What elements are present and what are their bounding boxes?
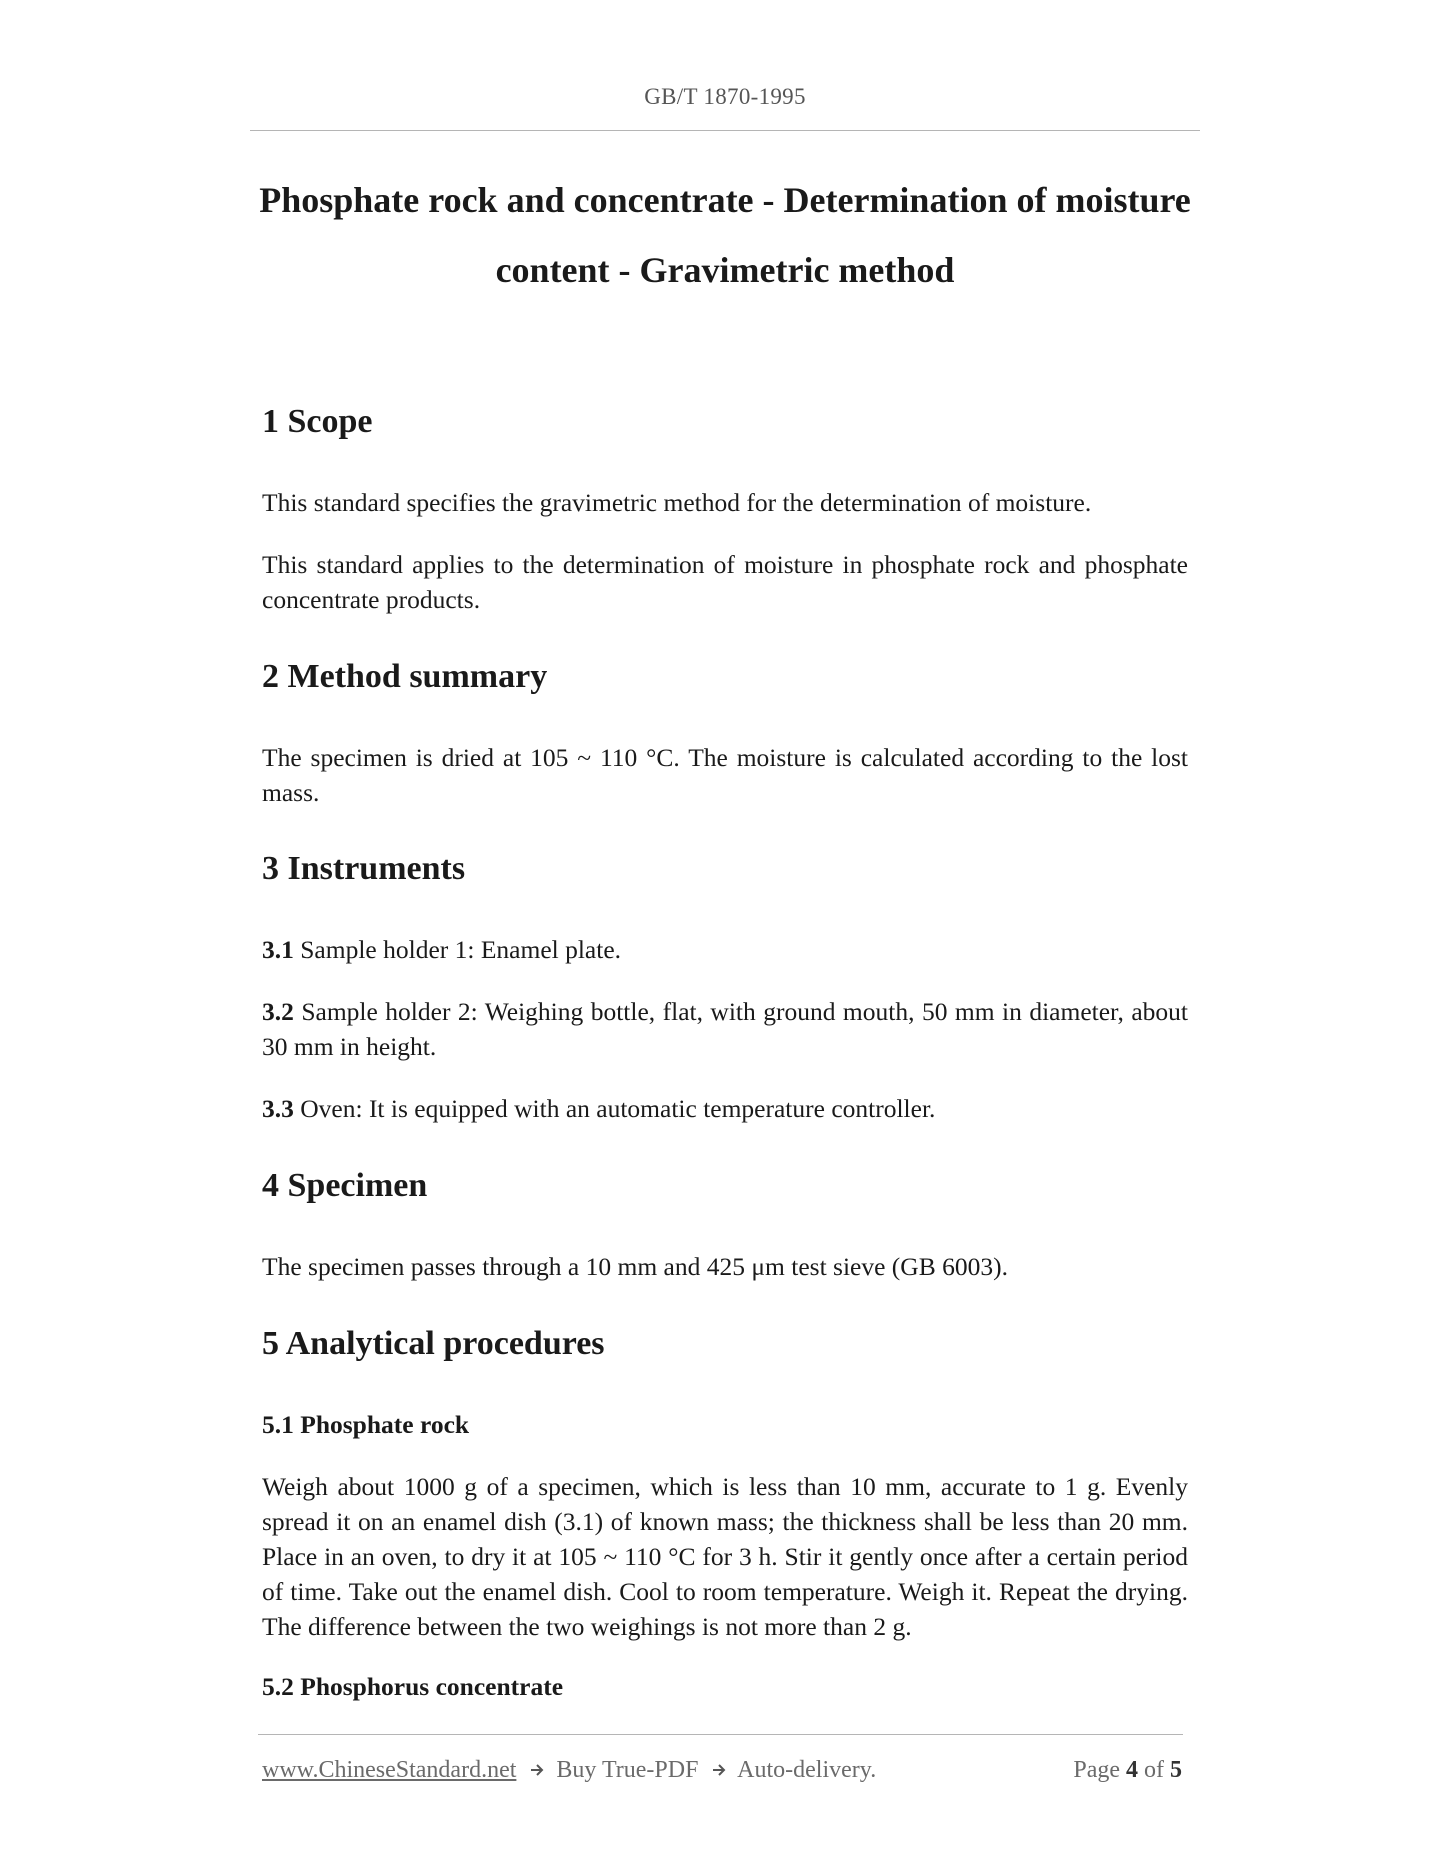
page-label: Page [1073, 1757, 1120, 1783]
scope-paragraph-2: This standard applies to the determination of moisture in phosphate rock and phosphate concentrate products. [262, 550, 1188, 614]
section-heading-analytical-procedures: 5 Analytical procedures [262, 1325, 605, 1362]
document-title [250, 165, 1200, 305]
section-heading-scope: 1 Scope [262, 403, 373, 440]
buy-true-pdf-text: Buy True-PDF [556, 1757, 699, 1783]
total-pages: 5 [1170, 1757, 1182, 1783]
clause-text: Sample holder 2: Weighing bottle, flat, with ground mouth, 50 mm in diameter, about 30 mm in height. [262, 997, 1188, 1061]
title-line-2: content - Gravimetric method [495, 250, 955, 290]
header-divider [250, 130, 1200, 131]
running-header: GB/T 1870-1995 [644, 84, 806, 109]
page-footer [262, 1754, 1182, 1786]
clause-number: 3.2 [262, 997, 294, 1026]
clause-number: 3.1 [262, 935, 294, 964]
arrow-right-icon [712, 1762, 726, 1778]
current-page: 4 [1126, 1757, 1138, 1783]
phosphate-rock-paragraph: Weigh about 1000 g of a specimen, which is less than 10 mm, accurate to 1 g. Evenly spread it on an enamel dish (3.1) of known mass; the thickness shall be less than 20 mm. Place in an oven, to dry it at 105 ~ 110 °C for 3 h. Stir it gently once after a certain period of time. Take out the enamel dish. Cool to room temperature. Weigh it. Repeat the drying. The difference between the two weighings is not more than 2 g. [262, 1472, 1188, 1641]
title-line-1: Phosphate rock and concentrate - Determination of moisture [259, 180, 1191, 220]
section-heading-specimen: 4 Specimen [262, 1167, 428, 1204]
subsection-heading-phosphorus-concentrate: 5.2 Phosphorus concentrate [262, 1672, 564, 1701]
clause-text: Oven: It is equipped with an automatic temperature controller. [293, 1094, 936, 1123]
website-link[interactable]: www.ChineseStandard.net [262, 1757, 517, 1783]
section-heading-instruments: 3 Instruments [262, 850, 466, 887]
auto-delivery-text: Auto-delivery. [737, 1757, 877, 1783]
scope-paragraph-1: This standard specifies the gravimetric method for the determination of moisture. [262, 488, 1092, 517]
method-summary-paragraph: The specimen is dried at 105 ~ 110 °C. The moisture is calculated according to the lost mass. [262, 743, 1188, 807]
section-heading-method-summary: 2 Method summary [262, 658, 548, 695]
arrow-right-icon [530, 1762, 544, 1778]
page-of-label: of [1144, 1757, 1164, 1783]
instrument-clause-3-2 [262, 994, 1188, 1064]
clause-number: 3.3 [262, 1094, 294, 1123]
page-number [1073, 1754, 1182, 1786]
instrument-clause-3-3 [262, 1091, 1188, 1126]
footer-divider [258, 1734, 1183, 1735]
subsection-heading-phosphate-rock: 5.1 Phosphate rock [262, 1410, 470, 1439]
clause-text: Sample holder 1: Enamel plate. [293, 935, 622, 964]
specimen-paragraph: The specimen passes through a 10 mm and 425 μm test sieve (GB 6003). [262, 1252, 1008, 1281]
instrument-clause-3-1 [262, 932, 1188, 967]
